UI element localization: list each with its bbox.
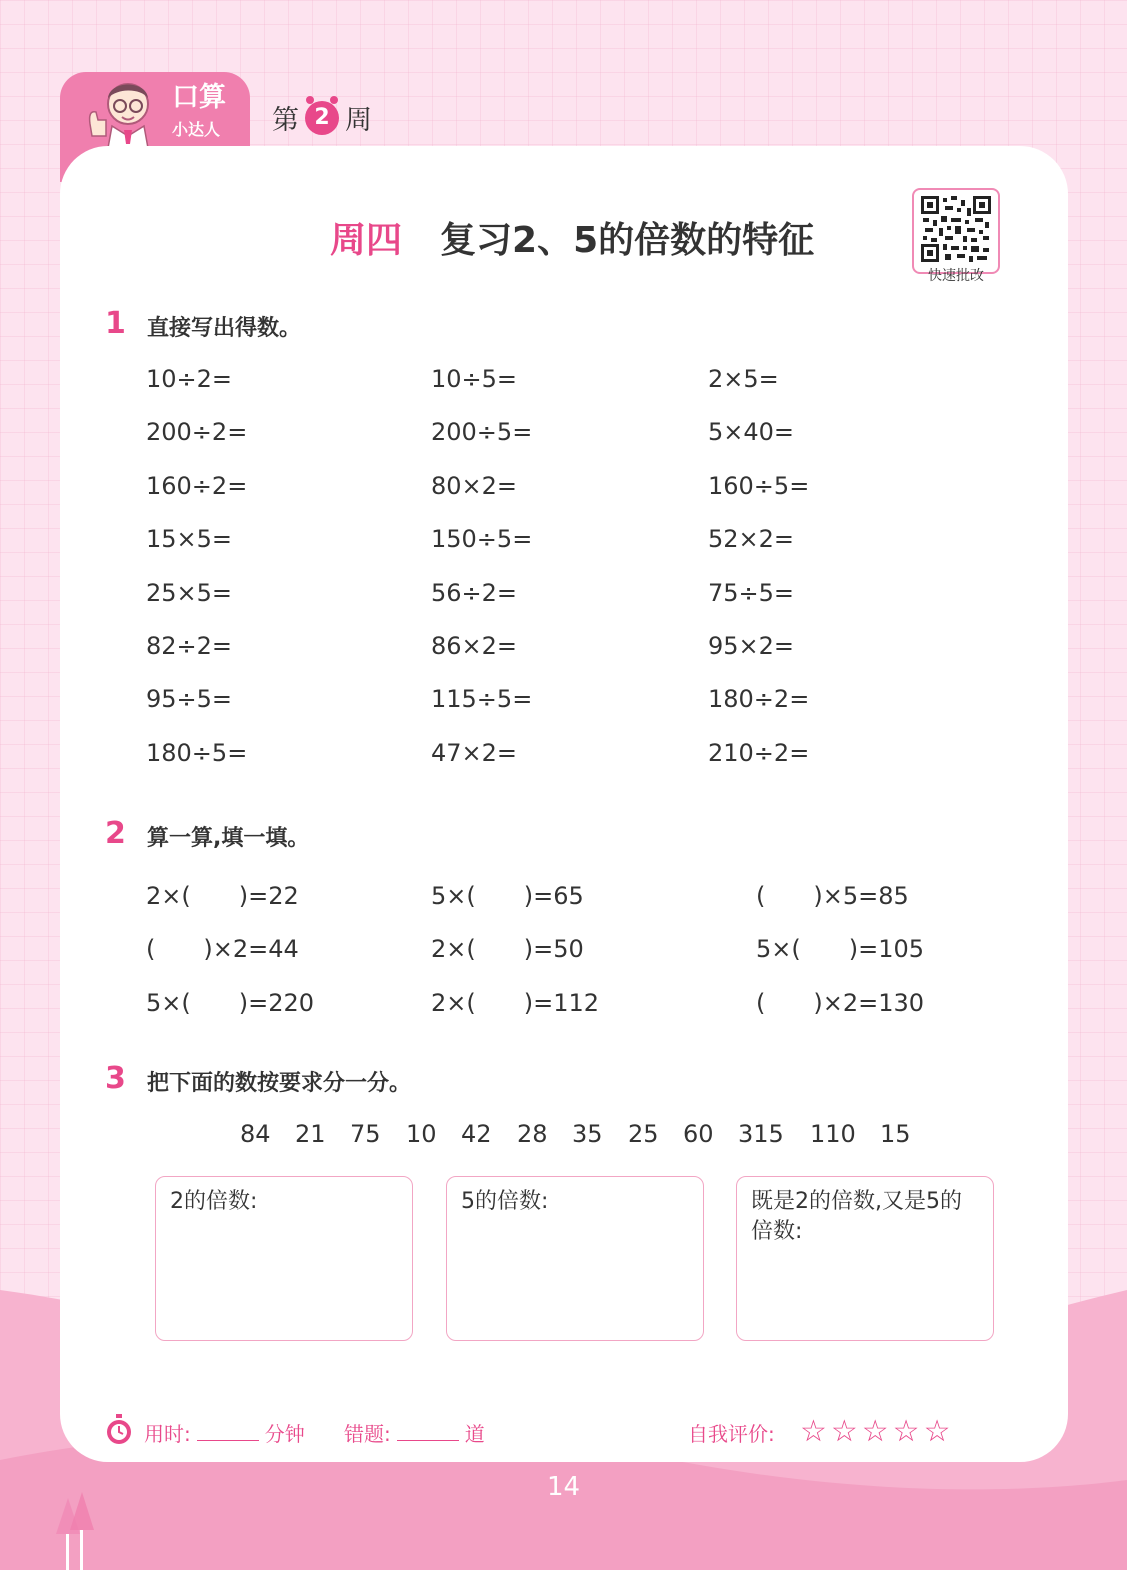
equation: 200÷5= <box>431 418 533 447</box>
equation: 180÷2= <box>708 685 810 714</box>
fill-blank-equation[interactable]: 5×( )=65 <box>431 882 584 910</box>
equation: 200÷2= <box>146 418 248 447</box>
fill-blank-equation[interactable]: 2×( )=50 <box>431 935 584 964</box>
equation: 115÷5= <box>431 685 533 714</box>
errors-blank[interactable] <box>397 1422 459 1441</box>
equation: 25×5= <box>146 578 233 607</box>
arrow-decoration-icon <box>54 1490 100 1570</box>
time-blank[interactable] <box>197 1422 259 1441</box>
tab-subtitle: 小达人 <box>172 120 221 139</box>
equation: 150÷5= <box>431 525 533 554</box>
equation: 52×2= <box>708 525 795 554</box>
equation: 180÷5= <box>146 738 248 767</box>
number-item: 28 <box>517 1120 548 1148</box>
equation: 5×40= <box>708 418 795 447</box>
mascot-boy-icon <box>78 74 168 148</box>
time-label: 用时: <box>144 1422 191 1446</box>
title-topic: 复习2、5的倍数的特征 <box>440 220 815 261</box>
number-item: 25 <box>628 1120 659 1148</box>
equation: 160÷2= <box>146 471 248 500</box>
equation: 56÷2= <box>431 578 518 607</box>
time-unit: 分钟 <box>264 1422 305 1446</box>
equation: 160÷5= <box>708 471 810 500</box>
week-prefix: 第 <box>272 105 299 136</box>
number-item: 75 <box>350 1120 381 1148</box>
equation: 86×2= <box>431 632 518 660</box>
section2-number: 2 <box>105 816 126 851</box>
errors-unit: 道 <box>464 1422 485 1446</box>
week-number-badge: 2 <box>305 101 339 135</box>
fill-blank-equation[interactable]: ( )×2=44 <box>146 935 299 964</box>
qr-code-icon <box>921 196 991 262</box>
section3-title: 把下面的数按要求分一分。 <box>147 1071 412 1096</box>
equation: 75÷5= <box>708 578 795 607</box>
number-item: 84 <box>240 1120 271 1148</box>
fill-blank-equation[interactable]: 5×( )=105 <box>756 935 925 964</box>
equation: 47×2= <box>431 738 518 767</box>
number-item: 21 <box>295 1120 326 1148</box>
number-item: 10 <box>406 1120 437 1148</box>
number-item: 42 <box>461 1120 492 1148</box>
footer-time <box>144 1418 305 1447</box>
number-item: 60 <box>683 1120 714 1148</box>
footer-errors <box>344 1418 485 1447</box>
section3-number: 3 <box>105 1061 126 1096</box>
box-label: 2的倍数: <box>170 1189 258 1214</box>
title-day: 周四 <box>330 220 403 261</box>
equation: 95×2= <box>708 632 795 660</box>
equation: 82÷2= <box>146 632 233 660</box>
section2-title: 算一算,填一填。 <box>147 826 310 851</box>
self-eval-label: 自我评价: <box>688 1422 775 1446</box>
box-multiples-of-5[interactable] <box>446 1176 704 1341</box>
errors-label: 错题: <box>344 1422 391 1446</box>
number-item: 315 <box>738 1120 784 1148</box>
number-item: 35 <box>572 1120 603 1148</box>
number-item: 15 <box>880 1120 911 1148</box>
week-suffix: 周 <box>345 105 372 136</box>
equation: 80×2= <box>431 471 518 500</box>
equation: 95÷5= <box>146 685 233 714</box>
rating-stars[interactable]: ☆☆☆☆☆ <box>800 1414 955 1449</box>
page-title <box>330 212 814 263</box>
equation: 2×5= <box>708 365 779 393</box>
box-multiples-of-2-and-5[interactable] <box>736 1176 994 1341</box>
fill-blank-equation[interactable]: ( )×5=85 <box>756 882 909 910</box>
equation: 10÷2= <box>146 365 233 393</box>
fill-blank-equation[interactable]: 2×( )=22 <box>146 882 299 910</box>
tab-title: 口算 <box>172 82 226 113</box>
qr-code[interactable] <box>912 188 1000 274</box>
stopwatch-icon <box>105 1414 133 1446</box>
number-item: 110 <box>810 1120 856 1148</box>
box-label: 既是2的倍数,又是5的倍数: <box>751 1189 962 1244</box>
equation: 210÷2= <box>708 738 810 767</box>
week-label <box>272 98 372 137</box>
qr-label: 快速批改 <box>928 268 984 284</box>
box-multiples-of-2[interactable] <box>155 1176 413 1341</box>
section1-title: 直接写出得数。 <box>147 316 302 341</box>
equation: 10÷5= <box>431 365 518 393</box>
equation: 15×5= <box>146 525 233 554</box>
box-label: 5的倍数: <box>461 1189 549 1214</box>
fill-blank-equation[interactable]: ( )×2=130 <box>756 988 925 1017</box>
fill-blank-equation[interactable]: 5×( )=220 <box>146 988 315 1017</box>
section1-number: 1 <box>105 306 126 341</box>
fill-blank-equation[interactable]: 2×( )=112 <box>431 988 600 1017</box>
page-number: 14 <box>546 1472 581 1502</box>
